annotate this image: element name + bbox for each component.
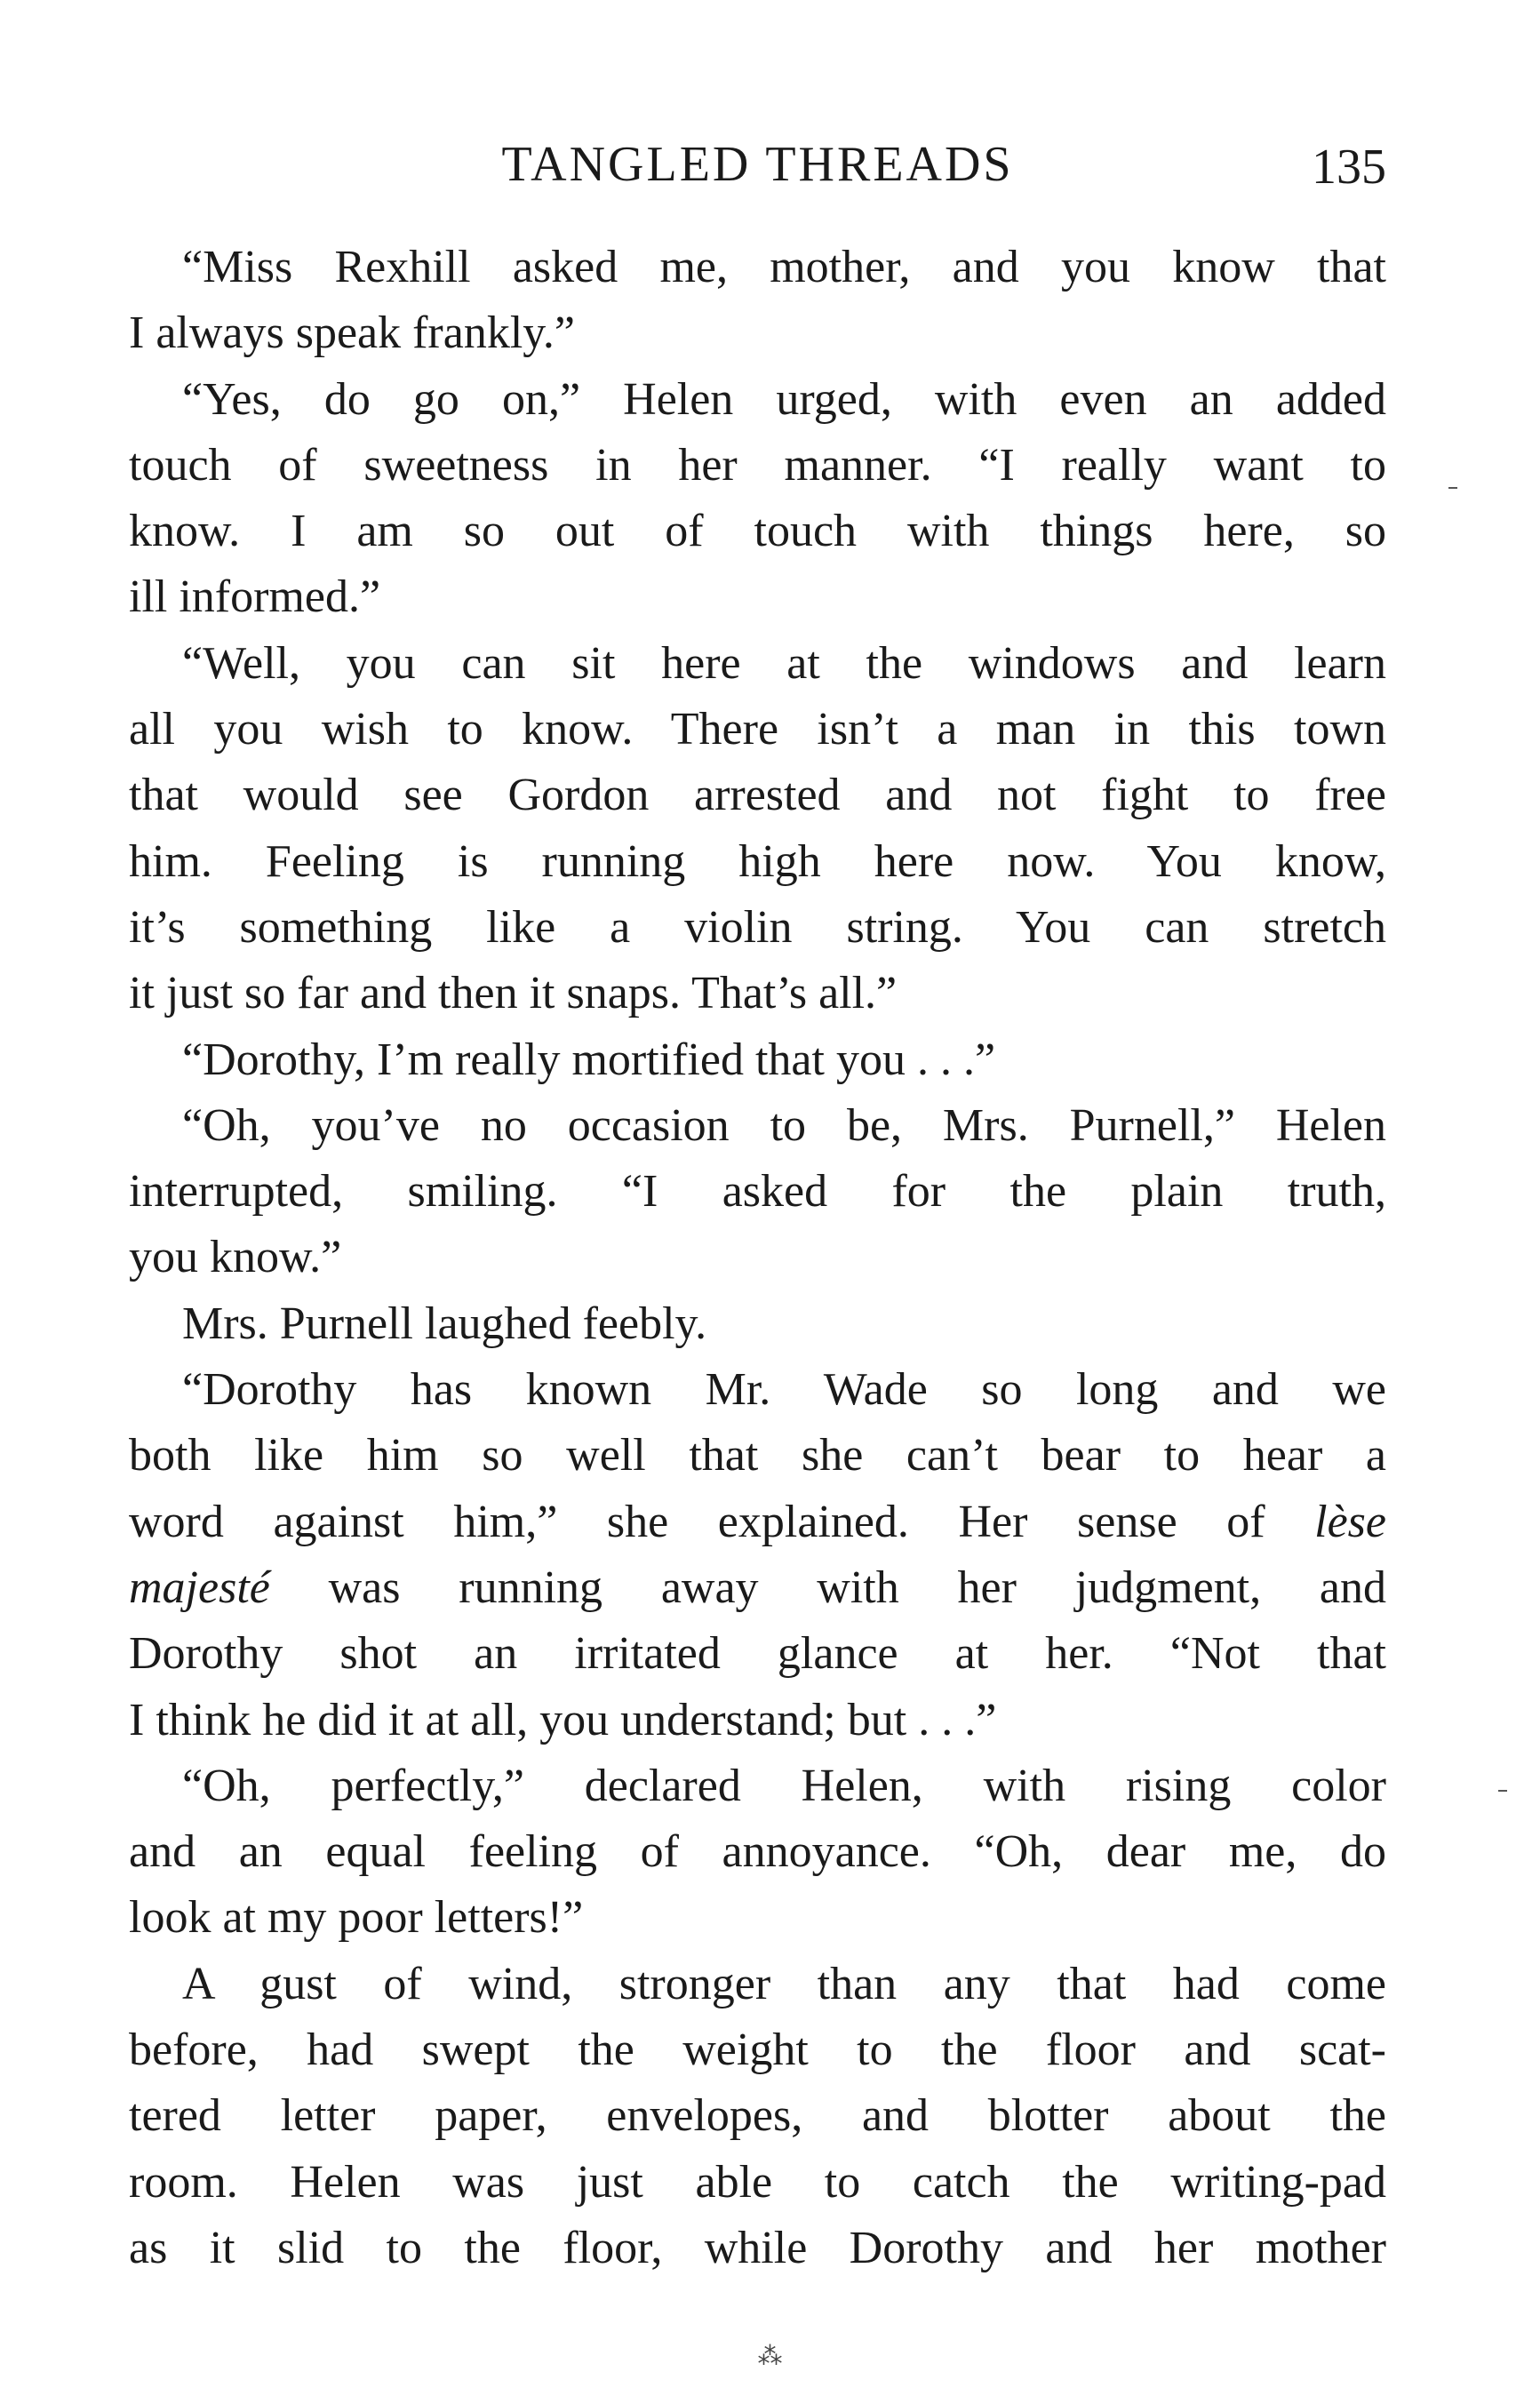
text-segment: was running away with her judgment, and — [269, 1561, 1386, 1613]
text-line: as it slid to the floor, while Dorothy and her mother — [129, 2222, 1386, 2273]
text-line: tered letter paper, envelopes, and blotter about the — [129, 2090, 1386, 2142]
text-line: it just so far and then it snaps. That’s all.” — [129, 968, 898, 1019]
text-line: “Dorothy has known Mr. Wade so long and we — [182, 1364, 1386, 1416]
text-line: touch of sweetness in her manner. “I really want to — [129, 439, 1386, 491]
footer-ornament: ⁂ — [757, 2341, 783, 2370]
text-line: “Miss Rexhill asked me, mother, and you know that — [182, 242, 1386, 292]
text-line: “Dorothy, I’m really mortified that you . . .” — [182, 1034, 996, 1085]
text-line: I think he did it at all, you understand; but . . .” — [129, 1694, 997, 1745]
margin-mark — [1498, 1790, 1507, 1792]
text-line: him. Feeling is running high here now. You know, — [129, 835, 1386, 887]
margin-mark — [1448, 487, 1457, 489]
text-line — [129, 1555, 1386, 1621]
text-line: Mrs. Purnell laughed feebly. — [182, 1298, 707, 1349]
text-line: it’s something like a violin string. You can stretch — [129, 901, 1386, 953]
text-line: “Oh, you’ve no occasion to be, Mrs. Purnell,” Helen — [182, 1099, 1386, 1151]
text-line: know. I am so out of touch with things here, so — [129, 506, 1386, 557]
italic-phrase: majesté — [129, 1561, 270, 1613]
text-line: that would see Gordon arrested and not fight to free — [129, 770, 1386, 821]
text-line: interrupted, smiling. “I asked for the plain truth, — [129, 1166, 1386, 1218]
text-line: ill informed.” — [129, 571, 381, 623]
text-line: before, had swept the weight to the floor and scat- — [129, 2025, 1386, 2076]
running-title: TANGLED THREADS — [501, 137, 1014, 192]
body-text — [129, 235, 1386, 2281]
page-number: 135 — [1312, 140, 1386, 195]
text-line: both like him so well that she can’t bear to hear a — [129, 1430, 1386, 1482]
text-line: “Well, you can sit here at the windows and learn — [182, 637, 1386, 689]
text-line: I always speak frankly.” — [129, 307, 575, 359]
text-segment: word against him,” she explained. Her sense of — [129, 1496, 1315, 1547]
text-line: “Oh, perfectly,” declared Helen, with rising color — [182, 1760, 1386, 1811]
text-line: “Yes, do go on,” Helen urged, with even an added — [182, 373, 1386, 425]
text-line: room. Helen was just able to catch the writing-pad — [129, 2156, 1386, 2208]
running-head — [129, 133, 1386, 196]
italic-phrase: lèse — [1314, 1496, 1386, 1547]
text-line: A gust of wind, stronger than any that had come — [182, 1958, 1386, 2009]
text-line: Dorothy shot an irritated glance at her. “Not that — [129, 1628, 1386, 1680]
text-line: look at my poor letters!” — [129, 1892, 584, 1944]
text-line: and an equal feeling of annoyance. “Oh, dear me, do — [129, 1826, 1386, 1878]
text-line — [129, 1490, 1386, 1555]
text-line: all you wish to know. There isn’t a man in this town — [129, 704, 1386, 755]
text-line: you know.” — [129, 1232, 342, 1283]
